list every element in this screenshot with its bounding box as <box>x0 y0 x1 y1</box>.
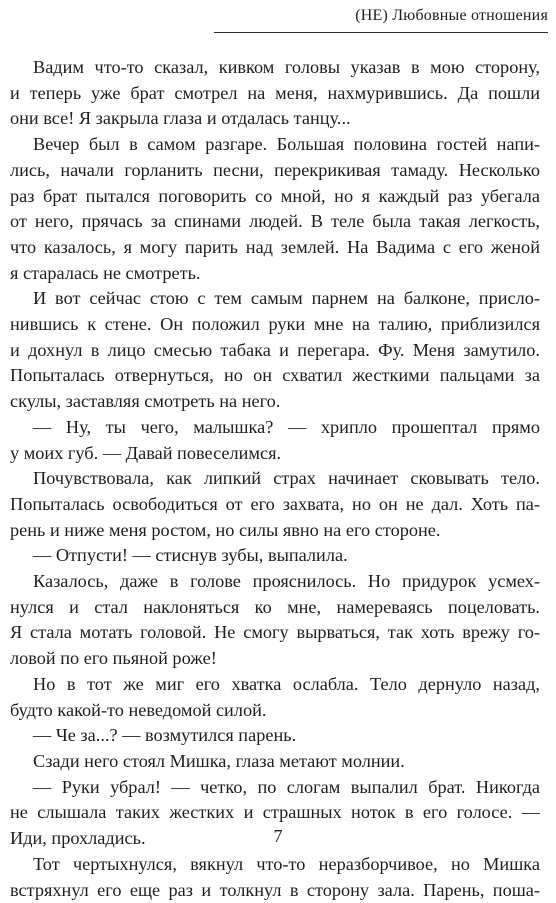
text-line: раз брат пытался поговорить со мной, но я каждый раз убегала <box>10 184 540 210</box>
text-line: и теперь уже брат смотрел на меня, нахмурившись. Да пошли <box>10 81 540 107</box>
running-head: (НЕ) Любовные отношения <box>355 6 548 26</box>
text-line: рень и ниже меня ростом, но силы явно на его стороне. <box>10 518 540 544</box>
body-text <box>10 55 540 903</box>
text-line: Попыталась освободиться от его захвата, но он не дал. Хоть па- <box>10 492 540 518</box>
text-line: — Че за...? — возмутился парень. <box>10 723 540 749</box>
text-line: нулся и стал наклоняться ко мне, намереваясь поцеловать. <box>10 595 540 621</box>
text-line: Вечер был в самом разгаре. Большая половина гостей напи- <box>10 132 540 158</box>
text-line: не слышала таких жестких и страшных ноток в его голосе. — <box>10 800 540 826</box>
text-line: я старалась не смотреть. <box>10 261 540 287</box>
text-line: у моих губ. — Давай повеселимся. <box>10 441 540 467</box>
text-line: Казалось, даже в голове прояснилось. Но придурок усмех- <box>10 569 540 595</box>
text-line: и дохнул в лицо смесью табака и перегара. Фу. Меня замутило. <box>10 338 540 364</box>
text-line: Но в тот же миг его хватка ослабла. Тело дернуло назад, <box>10 672 540 698</box>
text-line: Я стала мотать головой. Не смогу вырваться, так хоть врежу го- <box>10 620 540 646</box>
text-line: лись, начали горланить песни, перекрикивая тамаду. Несколько <box>10 158 540 184</box>
text-line: Сзади него стоял Мишка, глаза метают молнии. <box>10 749 540 775</box>
text-line: Почувствовала, как липкий страх начинает сковывать тело. <box>10 466 540 492</box>
text-line: ловой по его пьяной роже! <box>10 646 540 672</box>
text-line: Попыталась отвернуться, но он схватил жесткими пальцами за <box>10 363 540 389</box>
text-line: Вадим что-то сказал, кивком головы указав в мою сторону, <box>10 55 540 81</box>
text-line: И вот сейчас стою с тем самым парнем на балконе, присло- <box>10 286 540 312</box>
text-line: они все! Я закрыла глаза и отдалась танцу... <box>10 106 540 132</box>
text-line: — Руки убрал! — четко, по слогам выпалил брат. Никогда <box>10 775 540 801</box>
text-line: встряхнул его еще раз и толкнул в сторону зала. Парень, поша- <box>10 878 540 903</box>
text-line: — Ну, ты чего, малышка? — хрипло прошептал прямо <box>10 415 540 441</box>
text-line: Тот чертыхнулся, вякнул что-то неразборчивое, но Мишка <box>10 852 540 878</box>
text-line: будто какой-то неведомой силой. <box>10 698 540 724</box>
text-line: от него, прячась за спинами людей. В теле была такая легкость, <box>10 209 540 235</box>
text-line: — Отпусти! — стиснув зубы, выпалила. <box>10 543 540 569</box>
text-line: нившись к стене. Он положил руки мне на талию, приблизился <box>10 312 540 338</box>
page-number: 7 <box>0 824 556 848</box>
text-line: что казалось, я могу парить над землей. На Вадима с его женой <box>10 235 540 261</box>
header-rule <box>214 32 548 33</box>
text-line: Иди, прохладись. <box>10 826 540 852</box>
text-line: скулы, заставляя смотреть на него. <box>10 389 540 415</box>
